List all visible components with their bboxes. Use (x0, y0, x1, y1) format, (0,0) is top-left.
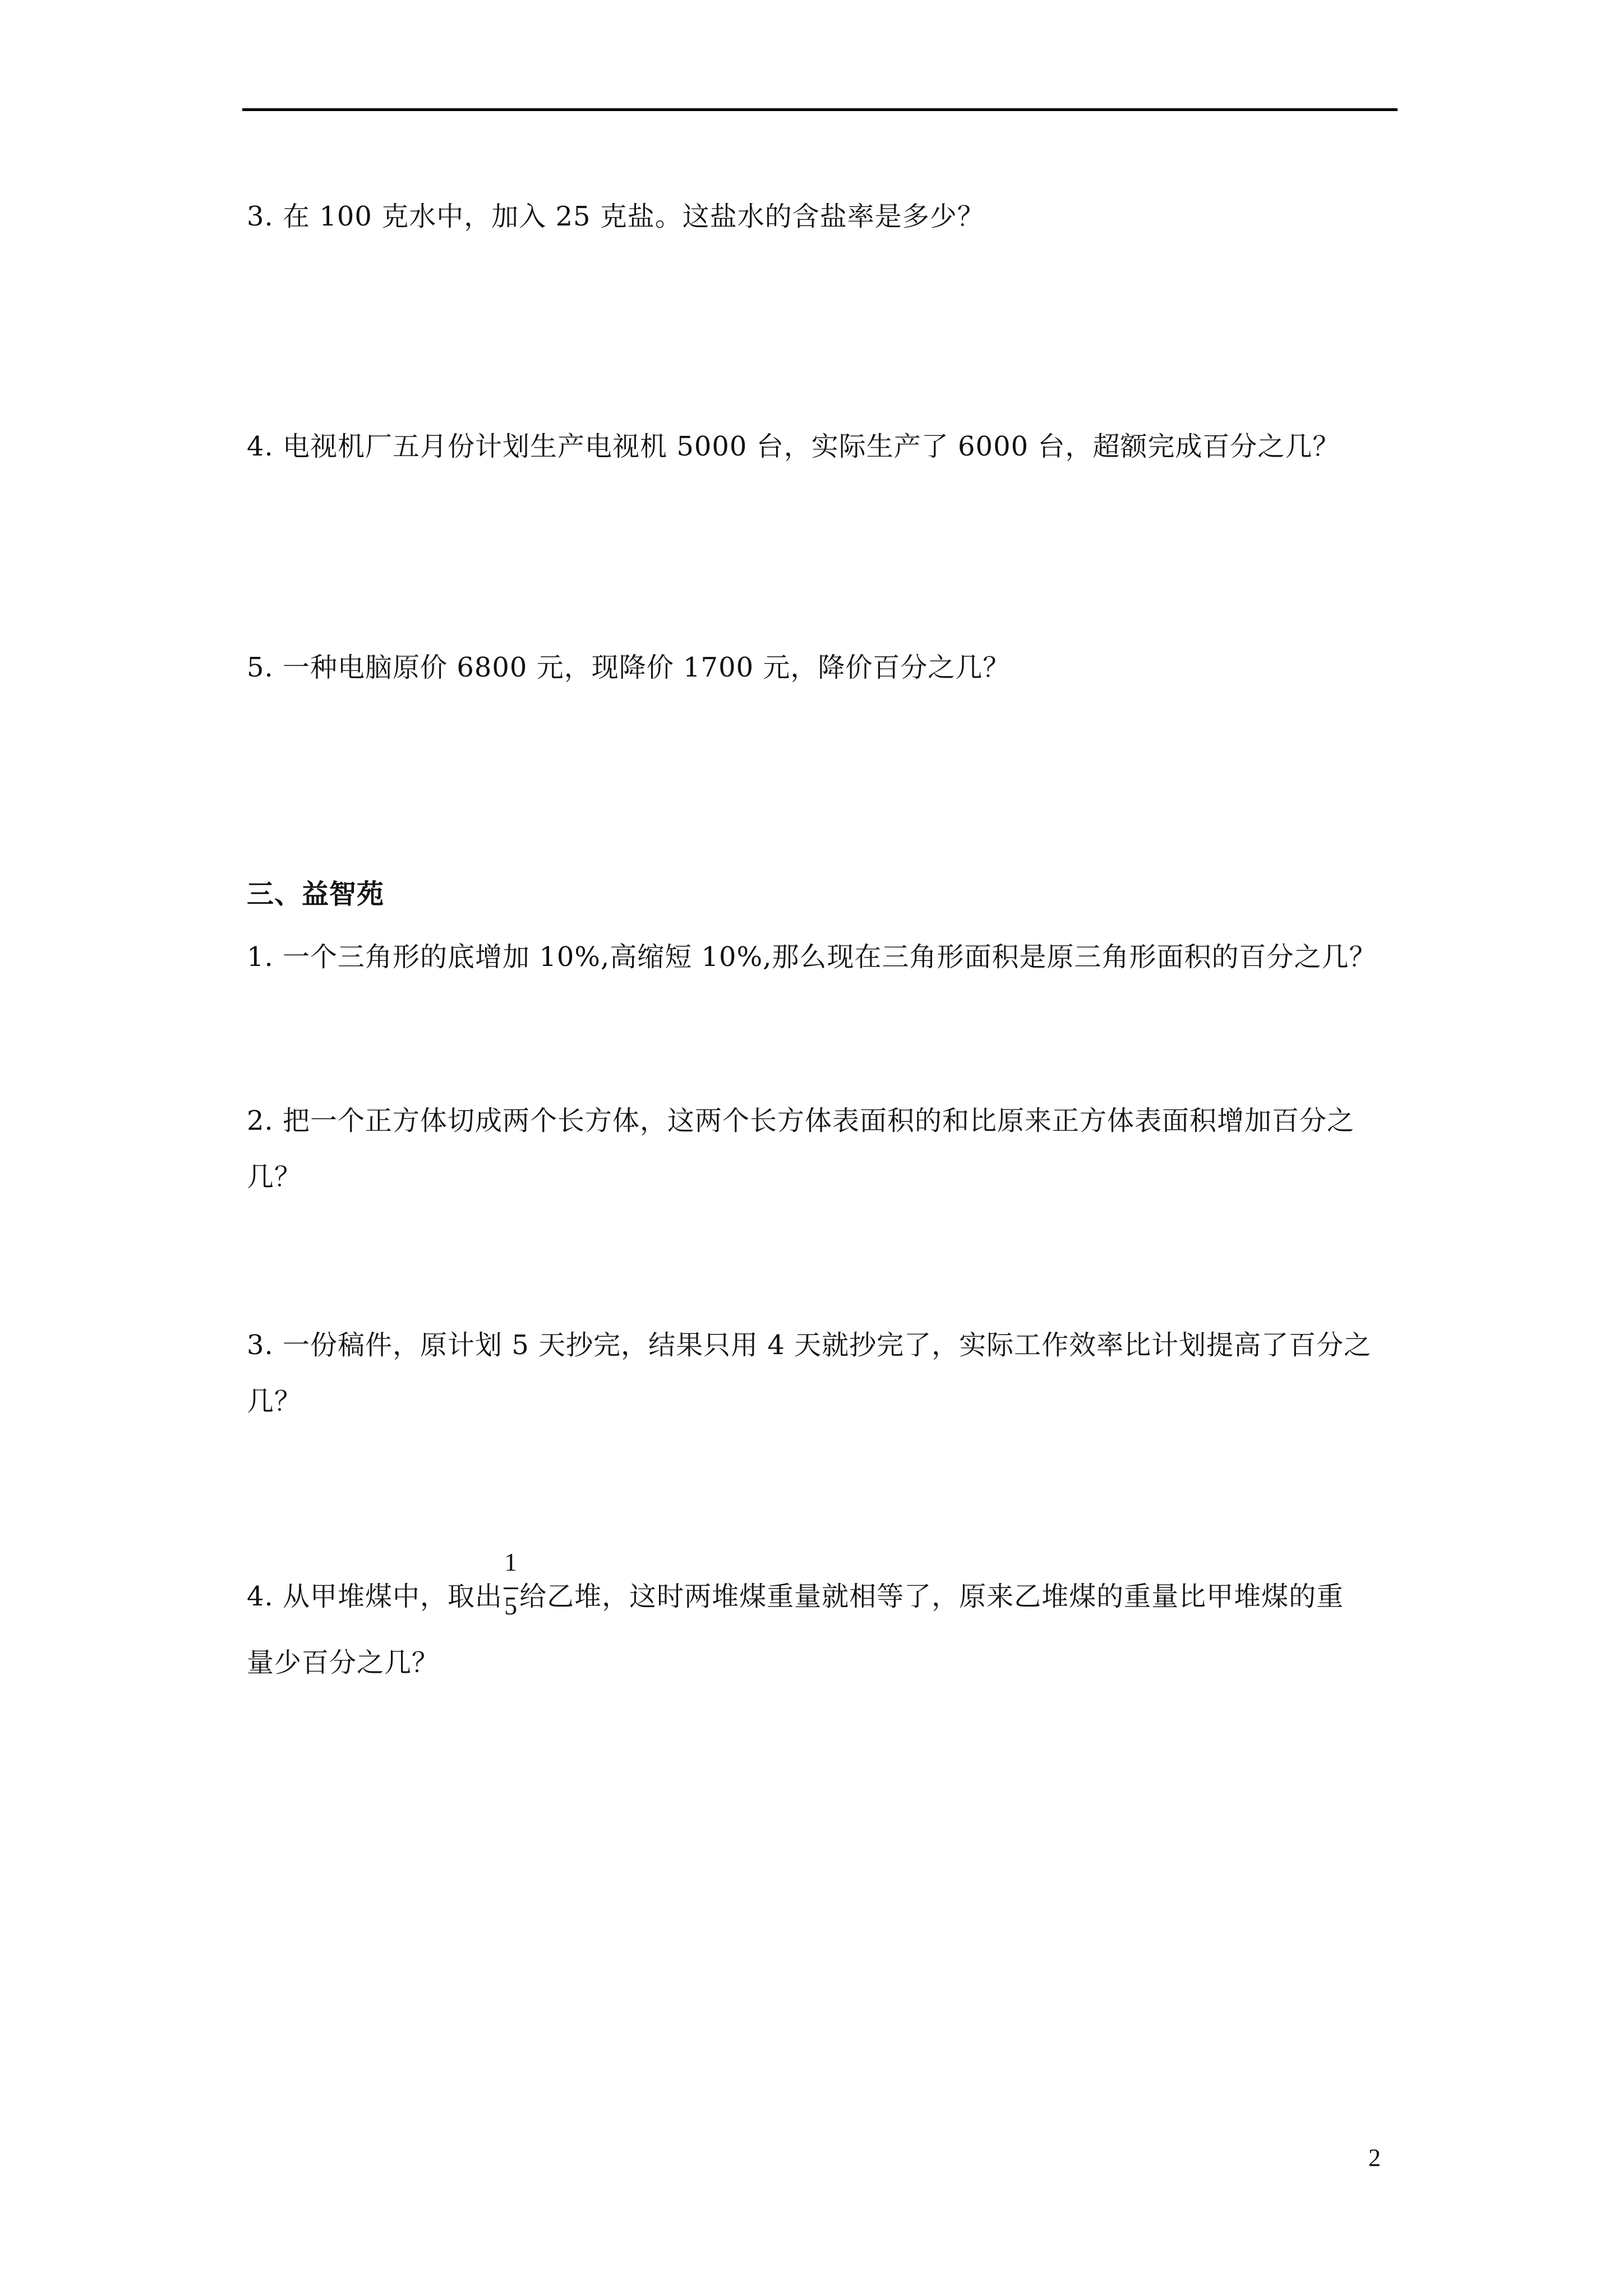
fraction-one-fifth (502, 1547, 519, 1620)
question-2-4: 4. 电视机厂五月份计划生产电视机 5000 台，实际生产了 6000 台，超额完成百分之几？ (247, 431, 1340, 462)
question-3-2-line1: 2. 把一个正方体切成两个长方体，这两个长方体表面积的和比原来正方体表面积增加百分之 (247, 1105, 1355, 1137)
question-3-4-line2: 量少百分之几？ (247, 1647, 440, 1678)
section-heading-yizhiyuan: 三、益智苑 (247, 878, 385, 910)
question-3-3-line2: 几？ (247, 1386, 302, 1417)
question-3-4-line1 (247, 1547, 1344, 1620)
fraction-numerator: 1 (504, 1547, 518, 1576)
question-2-5: 5. 一种电脑原价 6800 元，现降价 1700 元，降价百分之几？ (247, 652, 1011, 683)
question-3-4-text-after: 给乙堆，这时两堆煤重量就相等了，原来乙堆煤的重量比甲堆煤的重 (519, 1581, 1344, 1612)
page-number: 2 (1368, 2144, 1381, 2171)
question-3-3-line1: 3. 一份稿件，原计划 5 天抄完，结果只用 4 天就抄完了，实际工作效率比计划提高了百分之 (247, 1329, 1372, 1361)
question-3-1: 1. 一个三角形的底增加 10%,高缩短 10%,那么现在三角形面积是原三角形面积的百分之几？ (247, 941, 1377, 973)
fraction-denominator: 5 (504, 1591, 518, 1620)
question-2-3: 3. 在 100 克水中，加入 25 克盐。这盐水的含盐率是多少？ (247, 201, 985, 232)
header-rule (242, 108, 1398, 111)
question-3-2-line2: 几？ (247, 1161, 302, 1193)
fraction-bar (504, 1588, 518, 1589)
question-3-4-text-before: 4. 从甲堆煤中，取出 (247, 1581, 503, 1612)
